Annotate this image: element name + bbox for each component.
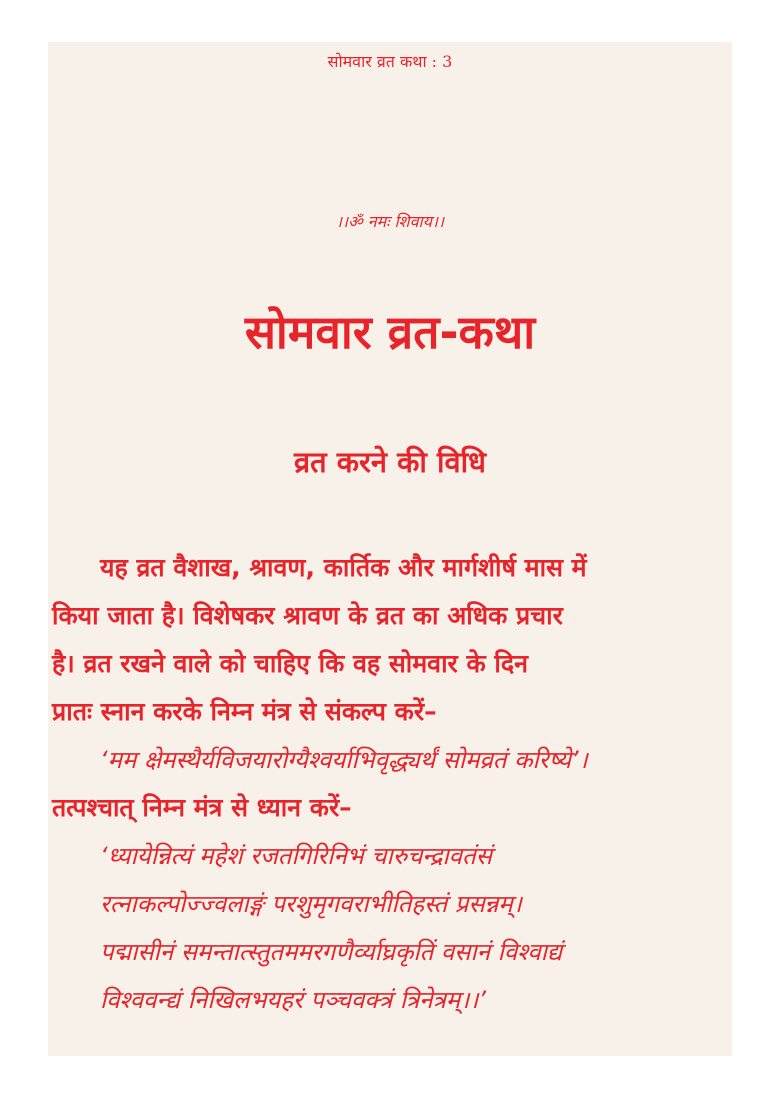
section-subtitle: व्रत करने की विधि — [294, 445, 486, 479]
paragraph-line: है। व्रत रखने वाले को चाहिए कि वह सोमवार के दिन — [52, 649, 529, 678]
dhyan-mantra-line: विश्ववन्द्यं निखिलभयहरं पञ्चवक्त्रं त्रिनेत्रम्।।’ — [100, 986, 487, 1014]
dhyan-mantra-line: ‘ध्यायेन्नित्यं महेशं रजतगिरिनिभं चारुचन्द्रावतंसं — [100, 842, 492, 870]
dhyan-mantra-line: पद्मासीनं समन्तात्स्तुतममरगणैर्व्याघ्रकृतिं वसानं विश्वाद्यं — [100, 938, 563, 966]
running-header: सोमवार व्रत कथा : 3 — [327, 52, 453, 71]
dhyan-mantra-line: रत्नाकल्पोज्ज्वलाङ्गं परशुमृगवराभीतिहस्तं प्रसन्नम्। — [100, 890, 522, 918]
dhyan-intro: तत्पश्चात् निम्न मंत्र से ध्यान करें– — [52, 793, 352, 822]
book-page — [48, 42, 732, 1056]
invocation: ।।ॐ नमः शिवाय।। — [335, 212, 445, 231]
paragraph-line: यह व्रत वैशाख, श्रावण, कार्तिक और मार्गशीर्ष मास में — [100, 553, 587, 582]
page-title: सोमवार व्रत-कथा — [244, 305, 536, 359]
paragraph-line: प्रातः स्नान करके निम्न मंत्र से संकल्प करें– — [52, 697, 437, 726]
sankalp-mantra: ‘मम क्षेमस्थैर्यविजयारोग्यैश्वर्याभिवृद्ध्यर्थं सोमव्रतं करिष्ये’। — [100, 746, 588, 774]
paragraph-line: किया जाता है। विशेषकर श्रावण के व्रत का अधिक प्रचार — [52, 601, 563, 630]
